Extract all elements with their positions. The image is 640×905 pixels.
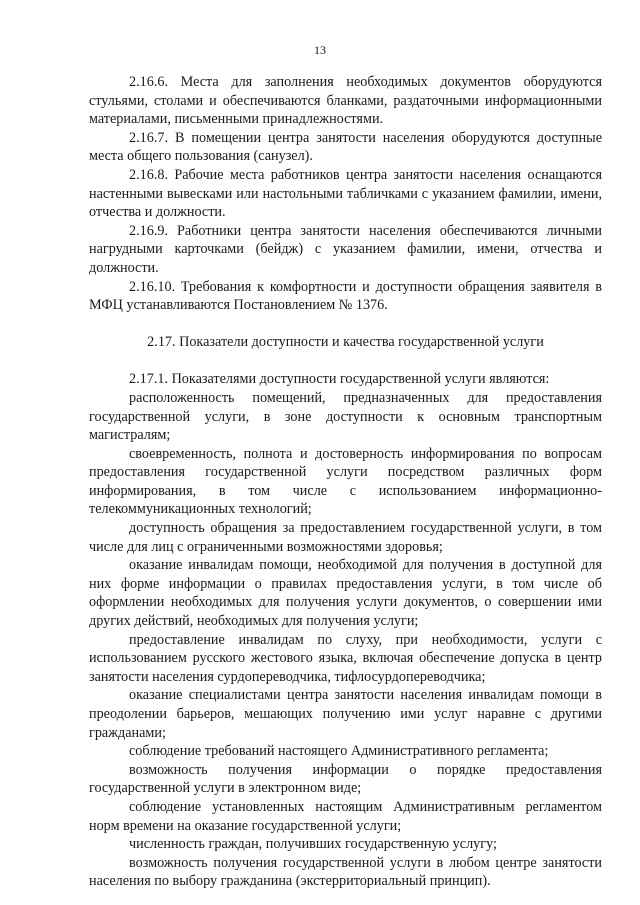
paragraph-2-17-1: 2.17.1. Показателями доступности государственной услуги являются: bbox=[129, 371, 550, 388]
list-item: доступность обращения за предоставлением государственной услуги, в том числе для лиц с ограниченными возможностями здоровья; bbox=[89, 520, 602, 555]
list-item: предоставление инвалидам по слуху, при необходимости, услуги с использованием русского жестового языка, включая обеспечение допуска в центр занятости населения сурдопереводчика, тифлосурдопереводчика; bbox=[89, 631, 602, 685]
paragraph-2-16-10: 2.16.10. Требования к комфортности и доступности обращения заявителя в МФЦ устанавливаются Постановлением № 1376. bbox=[89, 278, 602, 314]
list-item: расположенность помещений, предназначенных для предоставления государственной услуги, в зоне доступности к основным транспортным магистралям; bbox=[89, 389, 602, 444]
list-item: численность граждан, получивших государственную услугу; bbox=[129, 836, 497, 853]
list-item: оказание инвалидам помощи, необходимой для получения в доступной для них форме информации о правилах предоставления услуги, в том числе об оформлении необходимых для получения услуги документов, о совершении ими других действий, необходимых для получения услуги; bbox=[89, 557, 602, 630]
paragraph-2-16-6: 2.16.6. Места для заполнения необходимых документов оборудуются стульями, столами и обеспечиваются бланками, раздаточными информационными материалами, письменными принадлежностями. bbox=[89, 74, 602, 128]
list-item: соблюдение требований настоящего Административного регламента; bbox=[129, 743, 549, 760]
list-item: своевременность, полнота и достоверность информирования по вопросам предоставления государственной услуги посредством различных форм информирования, в том числе с использованием информационно-телекоммуникационных технологий; bbox=[89, 445, 602, 518]
list-item: возможность получения государственной услуги в любом центре занятости населения по выбору гражданина (экстерриториальный принцип). bbox=[89, 854, 602, 890]
paragraph-2-16-9: 2.16.9. Работники центра занятости населения обеспечиваются личными нагрудными карточками (бейдж) с указанием фамилии, имени, отчества и должности. bbox=[89, 222, 602, 276]
page-number: 13 bbox=[314, 43, 326, 57]
list-item: соблюдение установленных настоящим Административным регламентом норм времени на оказание государственной услуги; bbox=[89, 798, 602, 834]
section-heading-2-17: 2.17. Показатели доступности и качества государственной услуги bbox=[147, 333, 544, 350]
paragraph-2-16-8: 2.16.8. Рабочие места работников центра занятости населения оснащаются настенными вывесками или настольными табличками с указанием фамилии, имени, отчества и должности. bbox=[89, 166, 602, 221]
list-item: оказание специалистами центра занятости населения инвалидам помощи в преодолении барьеров, мешающих получению ими услуг наравне с другими гражданами; bbox=[89, 687, 602, 741]
paragraph-2-16-7: 2.16.7. В помещении центра занятости населения оборудуются доступные места общего пользования (санузел). bbox=[89, 129, 602, 165]
document-body bbox=[89, 73, 602, 891]
list-item: возможность получения информации о порядке предоставления государственной услуги в электронном виде; bbox=[89, 761, 602, 797]
